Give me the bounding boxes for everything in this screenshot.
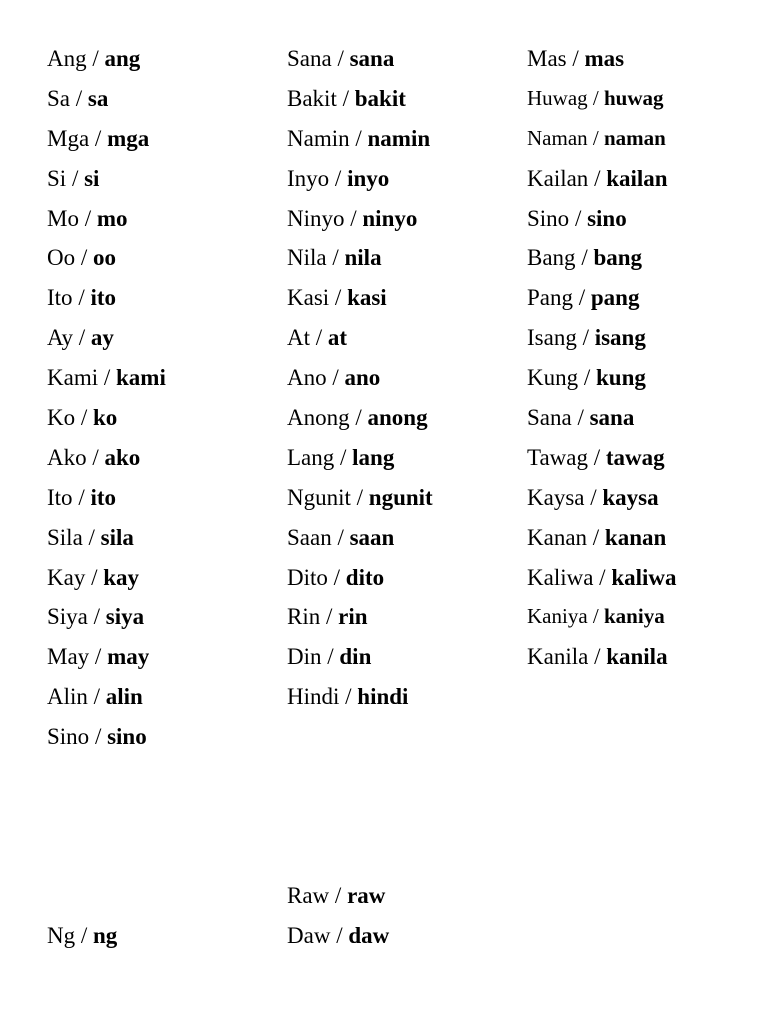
separator: / xyxy=(334,285,342,311)
separator: / xyxy=(325,604,333,630)
separator: / xyxy=(94,644,102,670)
word-column-2 xyxy=(287,39,433,717)
word-lowercase: at xyxy=(327,325,348,351)
word: Kanila xyxy=(527,644,589,670)
word: Kaysa xyxy=(527,484,585,510)
word-entry xyxy=(47,79,166,119)
word-lowercase: ninyo xyxy=(362,205,418,231)
word-lowercase: siya xyxy=(105,604,145,630)
word-entry xyxy=(527,358,677,398)
word: Huwag xyxy=(527,85,588,110)
word-lowercase: kay xyxy=(103,564,140,590)
word-entry xyxy=(527,119,677,159)
word-lowercase: nila xyxy=(344,245,382,271)
word-entry xyxy=(527,199,677,239)
word: Naman xyxy=(527,125,588,150)
word-entry xyxy=(47,318,166,358)
word-lowercase: naman xyxy=(604,125,666,150)
word: Inyo xyxy=(287,165,330,191)
word: Kanan xyxy=(527,524,588,550)
word-lowercase: sana xyxy=(349,46,395,71)
word-lowercase: sino xyxy=(107,724,147,750)
word: Pang xyxy=(527,285,573,311)
separator: / xyxy=(572,46,579,71)
word: Anong xyxy=(287,405,350,431)
word-lowercase: ay xyxy=(90,325,114,351)
word-entry xyxy=(287,278,433,318)
separator: / xyxy=(599,564,606,590)
word: Alin xyxy=(47,684,88,710)
word-entry xyxy=(287,318,433,358)
word: Bang xyxy=(527,245,576,271)
word-lowercase: lang xyxy=(352,444,395,470)
word-lowercase: inyo xyxy=(347,165,390,191)
word-lowercase: ako xyxy=(104,444,141,470)
separator: / xyxy=(337,46,344,71)
word-entry xyxy=(47,438,166,478)
word-entry xyxy=(47,518,166,558)
word-lowercase: sana xyxy=(589,405,635,431)
word-lowercase: ngunit xyxy=(368,484,433,510)
word: May xyxy=(47,644,90,670)
separator: / xyxy=(340,444,347,470)
word: Ay xyxy=(47,325,73,351)
word: Siya xyxy=(47,604,88,630)
separator: / xyxy=(103,365,111,391)
word-lowercase: kung xyxy=(596,365,646,391)
word-lowercase: rin xyxy=(338,604,368,630)
word: Kailan xyxy=(527,165,589,191)
word-lowercase: mga xyxy=(107,125,150,151)
word-entry xyxy=(287,677,433,717)
word-entry xyxy=(47,238,166,278)
separator: / xyxy=(80,245,88,271)
separator: / xyxy=(84,205,92,231)
word-entry xyxy=(287,637,433,677)
separator: / xyxy=(94,724,102,750)
word-lowercase: si xyxy=(84,165,100,191)
word: Ano xyxy=(287,365,327,391)
word: Daw xyxy=(287,923,331,948)
word-lowercase: ang xyxy=(104,46,141,71)
word-entry xyxy=(527,79,677,119)
word: Mo xyxy=(47,205,79,231)
separator: / xyxy=(75,85,83,111)
word-entry xyxy=(47,39,166,79)
word-lowercase: kasi xyxy=(347,285,387,311)
separator: / xyxy=(88,524,95,550)
word: Kami xyxy=(47,365,99,391)
word-lowercase: isang xyxy=(594,325,646,351)
separator: / xyxy=(583,365,591,391)
word-entry xyxy=(47,398,166,438)
separator: / xyxy=(78,484,85,510)
word-entry xyxy=(527,438,677,478)
word-entry xyxy=(47,358,166,398)
separator: / xyxy=(333,564,341,590)
word-entry xyxy=(47,677,166,717)
word: Mas xyxy=(527,46,567,71)
word: Ito xyxy=(47,484,73,510)
word-entry xyxy=(527,278,677,318)
word-lowercase: kami xyxy=(116,365,166,391)
word-entry xyxy=(47,278,166,318)
word-lowercase: ano xyxy=(344,365,381,391)
separator: / xyxy=(594,644,601,670)
word: Isang xyxy=(527,325,577,351)
word-column-3 xyxy=(527,39,677,677)
word-entry xyxy=(47,199,166,239)
word-lowercase: oo xyxy=(93,245,117,271)
word-lowercase: namin xyxy=(367,125,431,151)
word-entry xyxy=(527,159,677,199)
word-entry xyxy=(527,637,677,677)
word: Tawag xyxy=(527,444,588,470)
word: Sila xyxy=(47,524,83,550)
word-entry xyxy=(287,597,433,637)
word-entry-daw xyxy=(287,916,389,956)
word-lowercase: daw xyxy=(348,923,390,948)
word-entry xyxy=(287,119,433,159)
separator: / xyxy=(336,923,343,948)
word-lowercase: mo xyxy=(96,205,128,231)
separator: / xyxy=(581,245,588,271)
separator: / xyxy=(80,405,88,431)
word: Kaniya xyxy=(527,604,588,629)
word-lowercase: kaysa xyxy=(602,484,659,510)
word-entry xyxy=(287,478,433,518)
word-entry xyxy=(287,159,433,199)
word-entry xyxy=(287,358,433,398)
separator: / xyxy=(71,165,79,191)
word: Sino xyxy=(527,205,570,231)
separator: / xyxy=(355,405,362,431)
word-entry xyxy=(287,398,433,438)
word: Sana xyxy=(287,46,332,71)
separator: / xyxy=(92,46,99,71)
word-lowercase: ito xyxy=(90,484,117,510)
word-lowercase: bang xyxy=(593,245,643,271)
separator: / xyxy=(315,325,323,351)
separator: / xyxy=(592,85,599,110)
separator: / xyxy=(582,325,589,351)
word-lowercase: mas xyxy=(584,46,625,71)
separator: / xyxy=(577,405,584,431)
separator: / xyxy=(592,125,599,150)
word: Din xyxy=(287,644,322,670)
word: Bakit xyxy=(287,85,337,111)
word-entry xyxy=(527,39,677,79)
word: Sana xyxy=(527,405,572,431)
word-entry xyxy=(527,478,677,518)
word: Ko xyxy=(47,405,76,431)
word: Si xyxy=(47,165,67,191)
word: Mga xyxy=(47,125,90,151)
word-entry-raw xyxy=(287,876,385,916)
word: Namin xyxy=(287,125,350,151)
word-lowercase: sino xyxy=(587,205,627,231)
separator: / xyxy=(590,484,597,510)
separator: / xyxy=(594,165,601,191)
word-lowercase: kanila xyxy=(606,644,668,670)
word-lowercase: sa xyxy=(87,85,109,111)
word-entry xyxy=(527,238,677,278)
word-lowercase: ko xyxy=(93,405,118,431)
word-lowercase: huwag xyxy=(604,85,664,110)
separator: / xyxy=(91,564,98,590)
word-column-1 xyxy=(47,39,166,757)
word: Ninyo xyxy=(287,205,345,231)
word-entry xyxy=(287,238,433,278)
separator: / xyxy=(92,444,99,470)
word-entry xyxy=(287,438,433,478)
word-entry xyxy=(47,478,166,518)
separator: / xyxy=(78,285,85,311)
word-lowercase: tawag xyxy=(605,444,665,470)
word: Kung xyxy=(527,365,579,391)
separator: / xyxy=(93,604,101,630)
separator: / xyxy=(334,883,342,908)
separator: / xyxy=(593,444,601,470)
word-lowercase: kaniya xyxy=(604,604,665,629)
word-entry xyxy=(527,318,677,358)
word-entry-ng xyxy=(47,916,117,956)
word: Raw xyxy=(287,883,330,908)
word-entry xyxy=(47,637,166,677)
word: Ang xyxy=(47,46,87,71)
word: Rin xyxy=(287,604,321,630)
word-entry xyxy=(287,79,433,119)
separator: / xyxy=(78,325,86,351)
word: Kasi xyxy=(287,285,330,311)
word: Ito xyxy=(47,285,73,311)
separator: / xyxy=(356,484,364,510)
word-lowercase: bakit xyxy=(354,85,406,111)
separator: / xyxy=(93,684,101,710)
separator: / xyxy=(342,85,349,111)
separator: / xyxy=(94,125,102,151)
separator: / xyxy=(574,205,582,231)
word: Oo xyxy=(47,245,76,271)
word-entry xyxy=(527,558,677,598)
word-lowercase: alin xyxy=(105,684,143,710)
separator: / xyxy=(332,245,339,271)
separator: / xyxy=(592,524,600,550)
word: Nila xyxy=(287,245,327,271)
word-entry xyxy=(47,717,166,757)
word: Ng xyxy=(47,923,76,948)
word-entry xyxy=(527,398,677,438)
word-entry xyxy=(47,597,166,637)
separator: / xyxy=(327,644,334,670)
word-entry xyxy=(527,518,677,558)
word-lowercase: hindi xyxy=(357,684,409,710)
separator: / xyxy=(578,285,586,311)
word-lowercase: kanan xyxy=(604,524,667,550)
word-lowercase: ng xyxy=(93,923,118,948)
word-entry xyxy=(287,558,433,598)
word-lowercase: anong xyxy=(367,405,428,431)
word: Lang xyxy=(287,444,335,470)
word-lowercase: dito xyxy=(345,564,385,590)
word: Hindi xyxy=(287,684,340,710)
word-lowercase: raw xyxy=(347,883,386,908)
separator: / xyxy=(350,205,357,231)
word: At xyxy=(287,325,310,351)
word: Ngunit xyxy=(287,484,351,510)
word-entry xyxy=(527,597,677,637)
word-entry xyxy=(47,119,166,159)
separator: / xyxy=(334,165,342,191)
separator: / xyxy=(355,125,362,151)
separator: / xyxy=(337,524,344,550)
separator: / xyxy=(332,365,339,391)
word: Saan xyxy=(287,524,332,550)
word-entry xyxy=(47,159,166,199)
separator: / xyxy=(345,684,352,710)
word-lowercase: may xyxy=(107,644,150,670)
word: Kaliwa xyxy=(527,564,594,590)
separator: / xyxy=(592,604,599,629)
word-entry xyxy=(287,39,433,79)
separator: / xyxy=(80,923,88,948)
word-lowercase: kailan xyxy=(606,165,668,191)
word-lowercase: saan xyxy=(349,524,395,550)
word: Ako xyxy=(47,444,87,470)
word-entry xyxy=(287,199,433,239)
word-lowercase: ito xyxy=(90,285,117,311)
word-entry xyxy=(287,518,433,558)
word-lowercase: pang xyxy=(590,285,640,311)
word-lowercase: kaliwa xyxy=(611,564,677,590)
word-lowercase: sila xyxy=(100,524,134,550)
word: Sa xyxy=(47,85,70,111)
word: Dito xyxy=(287,564,328,590)
word-entry xyxy=(47,558,166,598)
word: Sino xyxy=(47,724,90,750)
word-lowercase: din xyxy=(339,644,372,670)
word: Kay xyxy=(47,564,86,590)
